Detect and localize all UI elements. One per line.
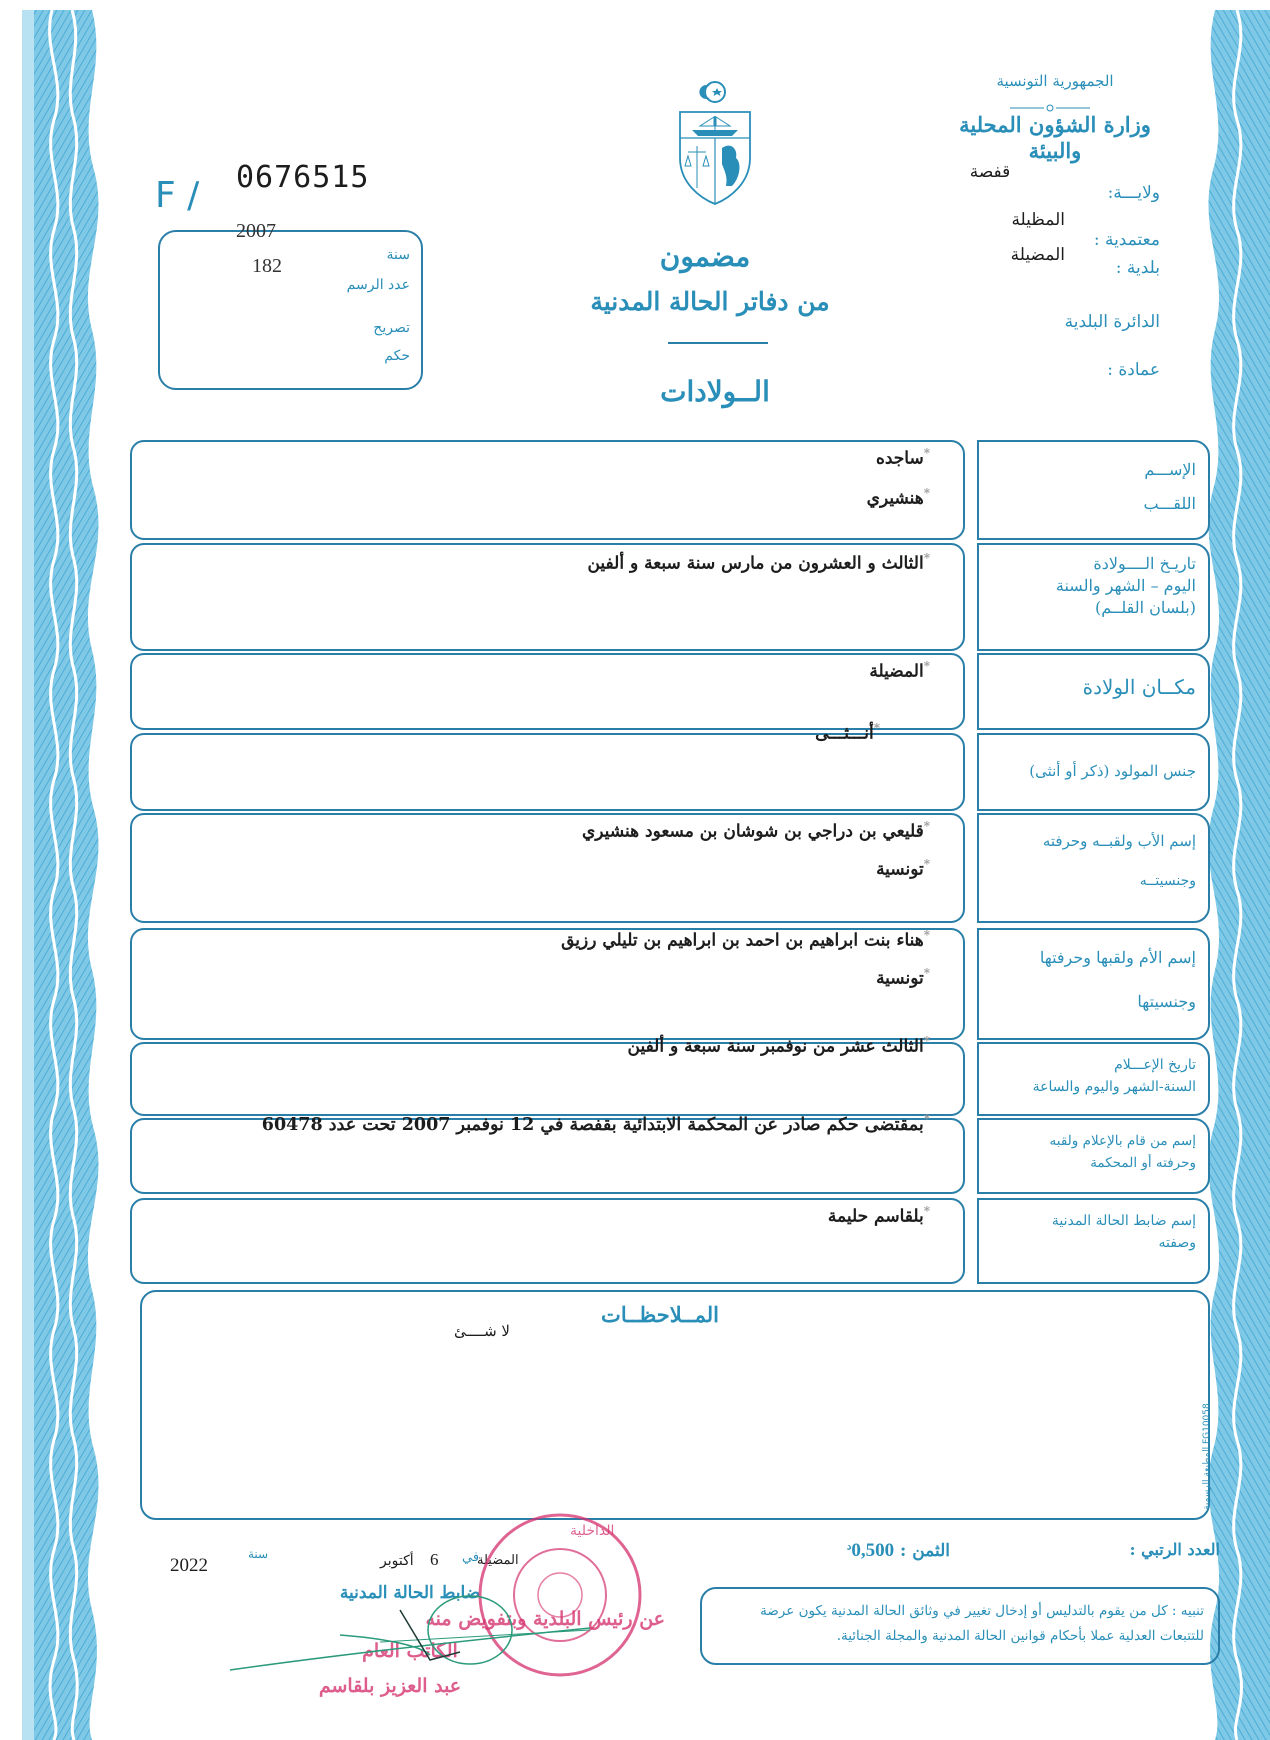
municipality-label: بلدية :: [1115, 258, 1160, 278]
issue-month: أكتوبر: [380, 1553, 414, 1569]
printer-mark: المطبعة الرسمية FG10058: [1202, 1403, 1212, 1510]
declarant-label: إسم من قام بالإعلام ولقبه: [1049, 1133, 1196, 1149]
issue-year-label: سنة: [248, 1547, 269, 1561]
asterisk: *: [923, 659, 930, 673]
mother-label-box: [977, 928, 1210, 1040]
surname-label: اللقـــب: [1143, 494, 1196, 513]
asterisk: *: [873, 721, 880, 735]
asterisk: *: [923, 928, 930, 942]
asterisk: *: [923, 1112, 930, 1126]
coat-of-arms-icon: [670, 78, 760, 208]
father-nationality-value: *تونسية: [876, 857, 930, 880]
birth-date-label: تاريـخ الــــولادة: [1093, 554, 1196, 573]
declarant-court-label: وحرفته أو المحكمة: [1090, 1155, 1196, 1171]
delegation-value: المظيلة: [1011, 210, 1065, 230]
birth-date-label-box: [977, 543, 1210, 651]
issue-in-label: في: [462, 1550, 480, 1565]
sequential-number-label: العدد الرتبي :: [1129, 1540, 1220, 1559]
officer-label: إسم ضابط الحالة المدنية: [1051, 1213, 1196, 1229]
first-name-label: الإســـم: [1144, 460, 1196, 479]
stamp-ring-text: الداخلية: [570, 1523, 615, 1539]
sector-label: عمادة :: [1107, 360, 1160, 380]
fraud-warning-box: تنبيه : كل من يقوم بالتدليس أو إدخال تغيير في وثائق الحالة المدنية يكون عرضة للتتبعات العدلية عملا بأحكام قوانين الحالة المدنية والمجلة الجنائية.: [700, 1587, 1220, 1665]
father-nationality-label: وجنسيتــه: [1139, 873, 1196, 889]
form-row-declarant: [130, 1112, 1210, 1194]
sex-label: جنس المولود (ذكر أو أنثى): [1029, 762, 1196, 780]
form-row-birth-date: [130, 543, 1210, 651]
declarant-label-box: [977, 1118, 1210, 1194]
ministry-name: [935, 112, 1175, 164]
first-name-value: *ساجده: [875, 446, 930, 469]
issue-place: المضيلة: [477, 1553, 519, 1568]
asterisk: *: [923, 966, 930, 980]
record-number-label: عدد الرسم: [346, 277, 410, 293]
record-number-value: 182: [252, 255, 282, 277]
declaration-date-label: تاريخ الإعـــلام: [1114, 1057, 1196, 1073]
asterisk: *: [923, 1204, 930, 1218]
guilloche-border-left: [22, 10, 102, 1740]
issue-day: 6: [430, 1550, 439, 1569]
form-row-father: [130, 813, 1210, 923]
form-row-officer: [130, 1198, 1210, 1284]
document-title: مضمون: [659, 240, 751, 273]
document-prefix: F /: [155, 175, 200, 216]
asterisk: *: [923, 486, 930, 500]
delegation-label: معتمدية :: [1093, 230, 1160, 250]
form-row-mother: [130, 928, 1210, 1040]
declarant-value: *بمقتضى حكم صادر عن المحكمة الابتدائية بقفصة في 12 نوفمبر 2007 تحت عدد 60478: [261, 1112, 930, 1135]
birth-place-label: مكــان الولادة: [1082, 675, 1196, 699]
officer-name-value: *بلقاسم حليمة: [827, 1204, 930, 1227]
birth-date-value: *الثالث و العشرون من مارس سنة سبعة و ألفين: [587, 551, 930, 574]
judgment-label: حكم: [384, 348, 410, 364]
surname-value: *هنشيري: [866, 486, 930, 509]
ministry-line-2: والبيئة: [1028, 138, 1082, 163]
declaration-date-label-box: [977, 1042, 1210, 1116]
birth-place-value-box: [130, 653, 965, 730]
sex-value-box: [130, 733, 965, 811]
birth-place-label-box: [977, 653, 1210, 730]
father-label-box: [977, 813, 1210, 923]
asterisk: *: [923, 819, 930, 833]
asterisk: *: [923, 446, 930, 460]
sex-value: *أنـــثـــى: [815, 721, 880, 744]
mother-label: إسم الأم ولقبها وحرفتها: [1039, 948, 1196, 967]
ministry-line-1: وزارة الشؤون المحلية: [959, 112, 1151, 137]
asterisk: *: [923, 857, 930, 871]
name-value-box: [130, 440, 965, 540]
price-value: $0,500^د$: [846, 1540, 895, 1561]
subtitle-underline: [668, 342, 768, 344]
stamp-secretary-title: الكاتب العام: [362, 1640, 458, 1662]
asterisk: *: [923, 1034, 930, 1048]
price-label: الثمن :: [900, 1541, 950, 1561]
section-title-births: الــولادات: [660, 375, 770, 408]
father-name-value: *قليعي بن دراجي بن شوشان بن مسعود هنشيري: [582, 819, 930, 842]
document-serial-number: 0676515: [236, 160, 370, 195]
sex-label-box: [977, 733, 1210, 811]
stamp-delegation-text: عن رئيس البلدية وبتفويض منه: [425, 1608, 665, 1630]
signing-officer-title: ضابط الحالة المدنية: [339, 1583, 481, 1603]
document-subtitle: من دفاتر الحالة المدنية: [590, 287, 830, 316]
issue-year-value: 2022: [170, 1555, 208, 1576]
birth-date-format-label: اليوم – الشهر والسنة: [1055, 576, 1196, 595]
form-row-birth-place: [130, 653, 1210, 730]
father-label: إسم الأب ولقبــه وحرفته: [1042, 832, 1196, 850]
municipality-value: المضيلة: [1010, 245, 1065, 265]
declaration-date-value: *الثالث عشر من نوفمبر سنة سبعة و ألفين: [627, 1034, 930, 1057]
signature: [220, 1580, 620, 1690]
remarks-title: المــلاحظــات: [601, 1302, 719, 1327]
record-year-value: 2007: [236, 220, 276, 242]
stamp-signatory-name: عبد العزيز بلقاسم: [318, 1675, 462, 1697]
governorate-value: قفصة: [969, 162, 1011, 182]
name-label-box: [977, 440, 1210, 540]
mother-name-value: *هناء بنت ابراهيم بن احمد بن ابراهيم بن تليلي رزيق: [561, 928, 930, 951]
republic-name: الجمهورية التونسية: [996, 72, 1114, 90]
officer-label-box: [977, 1198, 1210, 1284]
asterisk: *: [923, 551, 930, 565]
municipal-district-label: الدائرة البلدية: [1064, 312, 1160, 332]
price-field: [720, 1540, 950, 1562]
declaration-label: تصريح: [373, 320, 410, 336]
birth-place-value: *المضيلة: [869, 659, 930, 682]
remarks-value: لا شــــئ: [454, 1322, 510, 1340]
governorate-label: ولايـــة:: [1107, 183, 1160, 203]
mother-nationality-label: وجنسيتها: [1137, 992, 1196, 1011]
header-separator: [1010, 98, 1090, 108]
officer-qualification-label: وصفته: [1158, 1235, 1196, 1251]
form-row-sex: [130, 721, 1210, 811]
record-year-label: سنة: [386, 247, 410, 263]
form-row-name: [130, 440, 1210, 540]
mother-nationality-value: *تونسية: [876, 966, 930, 989]
form-row-declaration-date: [130, 1034, 1210, 1116]
birth-date-words-label: (بلسان القلــم): [1095, 598, 1196, 617]
declaration-date-format-label: السنة-الشهر واليوم والساعة: [1032, 1079, 1196, 1095]
